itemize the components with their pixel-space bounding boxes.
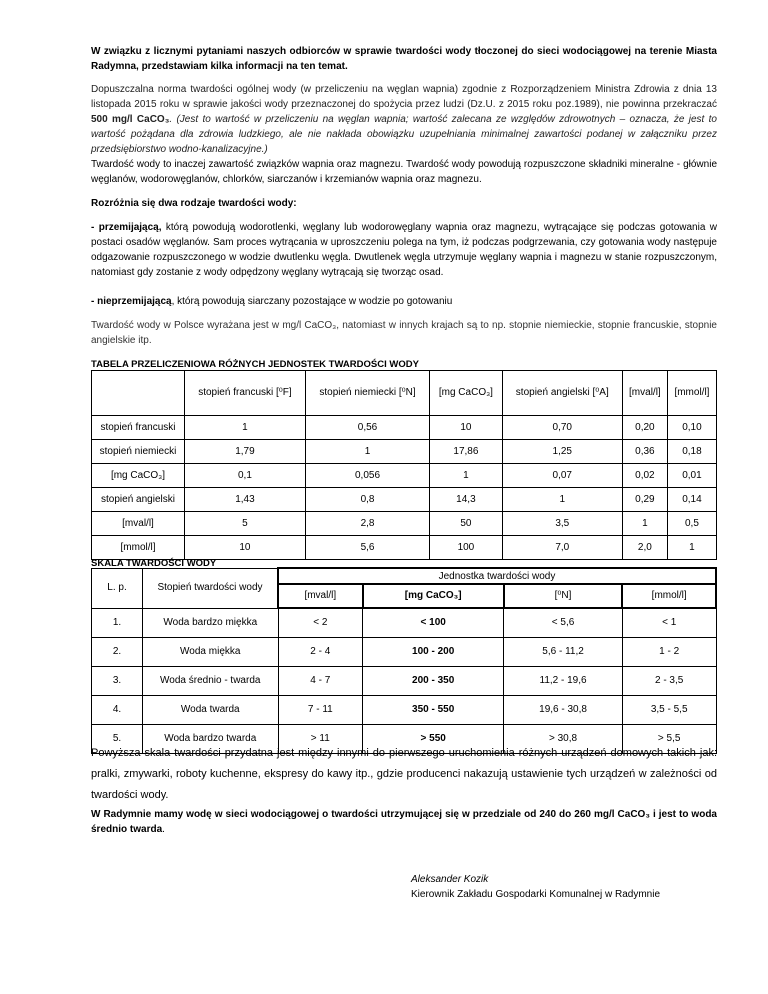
row-label: stopień angielski — [92, 488, 185, 512]
table-cell: > 5,5 — [622, 725, 716, 754]
table-row — [92, 464, 717, 488]
table-cell: 1,25 — [502, 440, 622, 464]
degree-cell: Woda średnio - twarda — [143, 667, 279, 696]
table-cell: 0,14 — [667, 488, 716, 512]
table-cell: 1 — [667, 536, 716, 560]
row-label: [mmol/l] — [92, 536, 185, 560]
table-cell: 2 - 3,5 — [622, 667, 716, 696]
table-cell: 7 - 11 — [278, 696, 363, 725]
row-label: stopień niemiecki — [92, 440, 185, 464]
norm-limit: 500 mg/l CaCO₃ — [91, 114, 170, 125]
lp-cell: 3. — [92, 667, 143, 696]
signature-title: Kierownik Zakładu Gospodarki Komunalnej w Radymnie — [411, 889, 661, 900]
table-row — [92, 512, 717, 536]
temporary-hardness-text: którą powodują wodorotlenki, węglany lub wodorowęglany wapnia oraz magnezu, wytrącające się podczas gotowania w postaci osadów węglanów. Sam proces wytrącania w uproszczeniu polega na tym, iż podczas podgrzewania, czy gotowania wody następuje odgazowanie rozpuszczonego w wodzie dwutlenku węgla. Dwutlenek węgla utrzymuje węglany wapnia i magnezu w stanie rozpuszczonym, natomiast gdy zostanie z wody odpędzony węglany wytrącają się tworząc osad. — [91, 222, 717, 278]
hardness-definition: Twardość wody to inaczej zawartość związków wapnia oraz magnezu. Twardość wody powodują rozpuszczone składniki mineralne - głównie węglanów, wodorowęglanów, chlorków, siarczanów i krzemianów wapnia oraz magnezu. — [91, 159, 717, 185]
unit-header: [⁰N] — [504, 584, 623, 608]
norm-paragraph — [91, 82, 717, 157]
table-cell: 0,36 — [622, 440, 667, 464]
lp-cell: 5. — [92, 725, 143, 754]
intro-paragraph: W związku z licznymi pytaniami naszych odbiorców w sprawie twardości wody tłoczonej do sieci wodociągowej na terenie Miasta Radymna, przedstawiam kilka informacji na ten temat. — [91, 46, 717, 72]
table-row — [92, 488, 717, 512]
signature-name: Aleksander Kozik — [411, 874, 489, 885]
table-cell: 0,56 — [305, 416, 429, 440]
table-header-row — [92, 568, 717, 584]
degree-header: Stopień twardości wody — [143, 568, 279, 608]
lp-cell: 2. — [92, 638, 143, 667]
table-cell: 0,10 — [667, 416, 716, 440]
norm-note: . (Jest to wartość w przeliczeniu na węglan wapnia; wartość zalecana ze względów zdrowotnych – oznacza, że jest to wartość pożądana dla zdrowia ludzkiego, ale nie nakłada obowiązku uzupełniania minimalnej zawartości podanej w załączniku przez przedsiębiorstwo wodno-kanalizacyjne.) — [91, 114, 717, 155]
conversion-table — [91, 370, 717, 560]
table-cell: 1 — [502, 488, 622, 512]
table-cell: < 100 — [363, 608, 504, 638]
table-row — [92, 608, 717, 638]
table-cell: 4 - 7 — [278, 667, 363, 696]
table-cell: 3,5 — [502, 512, 622, 536]
lp-cell: 4. — [92, 696, 143, 725]
table-cell: 1,79 — [185, 440, 306, 464]
table-cell: < 2 — [278, 608, 363, 638]
types-heading: Rozróżnia się dwa rodzaje twardości wody: — [91, 198, 297, 209]
units-note: Twardość wody w Polsce wyrażana jest w mg/l CaCO₃, natomiast w innych krajach są to np. stopnie niemieckie, stopnie francuskie, stopnie angielskie itp. — [91, 320, 717, 346]
degree-cell: Woda bardzo twarda — [143, 725, 279, 754]
conversion-table-title: TABELA PRZELICZENIOWA RÓŻNYCH JEDNOSTEK TWARDOŚCI WODY — [91, 359, 419, 370]
table-cell: 0,29 — [622, 488, 667, 512]
table-cell: < 5,6 — [504, 608, 623, 638]
signature-block — [411, 872, 660, 902]
hardness-scale-table — [91, 567, 717, 754]
table-cell: 5 — [185, 512, 306, 536]
temporary-hardness-paragraph — [91, 220, 717, 280]
table-cell: 0,07 — [502, 464, 622, 488]
unit-header: [mval/l] — [278, 584, 363, 608]
table-row — [92, 416, 717, 440]
table-corner — [92, 371, 185, 416]
norm-text: Dopuszczalna norma twardości ogólnej wody (w przeliczeniu na węglan wapnia) zgodnie z Rozporządzeniem Ministra Zdrowia z dnia 13 listopada 2015 roku w sprawie jakości wody przeznaczonej do spożycia przez ludzi (Dz.U. z 2015 roku poz.1989), nie powinna przekraczać — [91, 84, 717, 110]
table-row — [92, 696, 717, 725]
table-cell: 50 — [430, 512, 503, 536]
table-row — [92, 667, 717, 696]
table-row — [92, 440, 717, 464]
unit-group-header: Jednostka twardości wody — [278, 568, 716, 584]
table-cell: 350 - 550 — [363, 696, 504, 725]
table-cell: 19,6 - 30,8 — [504, 696, 623, 725]
table-header: stopień francuski [⁰F] — [185, 371, 306, 416]
radymno-summary-text: W Radymnie mamy wodę w sieci wodociągowej o twardości utrzymującej się w przedziale od 240 do 260 mg/l CaCO₃ i jest to woda średnio twarda — [91, 809, 717, 835]
table-cell: < 1 — [622, 608, 716, 638]
permanent-hardness-text: , którą powodują siarczany pozostające w wodzie po gotowaniu — [171, 296, 453, 307]
table-header: [mmol/l] — [667, 371, 716, 416]
permanent-hardness-label: - nieprzemijającą — [91, 296, 172, 307]
table-cell: 17,86 — [430, 440, 503, 464]
table-cell: 1 — [622, 512, 667, 536]
row-label: stopień francuski — [92, 416, 185, 440]
table-header: stopień angielski [⁰A] — [502, 371, 622, 416]
table-cell: 0,18 — [667, 440, 716, 464]
table-cell: 0,20 — [622, 416, 667, 440]
closing-paragraph: Powyższa skala twardości przydatna jest między innymi do pierwszego uruchomienia różnych urządzeń domowych takich jak: pralki, zmywarki, roboty kuchenne, ekspresy do kawy itp., gdzie producenci nakazują ustawienie tych urządzeń w zależności od twardości wody. — [91, 747, 717, 801]
table-header: stopień niemiecki [⁰N] — [305, 371, 429, 416]
table-cell: 200 - 350 — [363, 667, 504, 696]
table-cell: 10 — [430, 416, 503, 440]
unit-header: [mmol/l] — [622, 584, 716, 608]
table-cell: 1 — [185, 416, 306, 440]
lp-header: L. p. — [92, 568, 143, 608]
table-cell: 5,6 - 11,2 — [504, 638, 623, 667]
table-cell: 0,01 — [667, 464, 716, 488]
table-cell: 11,2 - 19,6 — [504, 667, 623, 696]
degree-cell: Woda twarda — [143, 696, 279, 725]
table-cell: 2,8 — [305, 512, 429, 536]
lp-cell: 1. — [92, 608, 143, 638]
table-cell: 100 - 200 — [363, 638, 504, 667]
row-label: [mval/l] — [92, 512, 185, 536]
table-cell: > 11 — [278, 725, 363, 754]
table-cell: 100 — [430, 536, 503, 560]
table-cell: > 550 — [363, 725, 504, 754]
table-cell: 0,02 — [622, 464, 667, 488]
table-cell: 3,5 - 5,5 — [622, 696, 716, 725]
table-cell: 2,0 — [622, 536, 667, 560]
degree-cell: Woda miękka — [143, 638, 279, 667]
table-header-row — [92, 371, 717, 416]
table-cell: > 30,8 — [504, 725, 623, 754]
table-cell: 1 — [430, 464, 503, 488]
table-cell: 0,8 — [305, 488, 429, 512]
permanent-hardness-paragraph — [91, 294, 452, 309]
table-cell: 2 - 4 — [278, 638, 363, 667]
table-cell: 0,70 — [502, 416, 622, 440]
table-cell: 0,5 — [667, 512, 716, 536]
radymno-summary-end: . — [162, 824, 165, 835]
hardness-scale-title: SKALA TWARDOŚCI WODY — [91, 558, 217, 569]
table-cell: 0,1 — [185, 464, 306, 488]
radymno-summary — [91, 807, 717, 837]
table-cell: 0,056 — [305, 464, 429, 488]
degree-cell: Woda bardzo miękka — [143, 608, 279, 638]
table-header: [mg CaCO₃] — [430, 371, 503, 416]
row-label: [mg CaCO₃] — [92, 464, 185, 488]
table-cell: 10 — [185, 536, 306, 560]
table-cell: 1,43 — [185, 488, 306, 512]
temporary-hardness-label: - przemijającą, — [91, 222, 162, 233]
table-cell: 14,3 — [430, 488, 503, 512]
table-cell: 5,6 — [305, 536, 429, 560]
unit-header: [mg CaCO₃] — [363, 584, 504, 608]
table-cell: 7,0 — [502, 536, 622, 560]
table-row — [92, 638, 717, 667]
table-cell: 1 - 2 — [622, 638, 716, 667]
table-cell: 1 — [305, 440, 429, 464]
table-header: [mval/l] — [622, 371, 667, 416]
